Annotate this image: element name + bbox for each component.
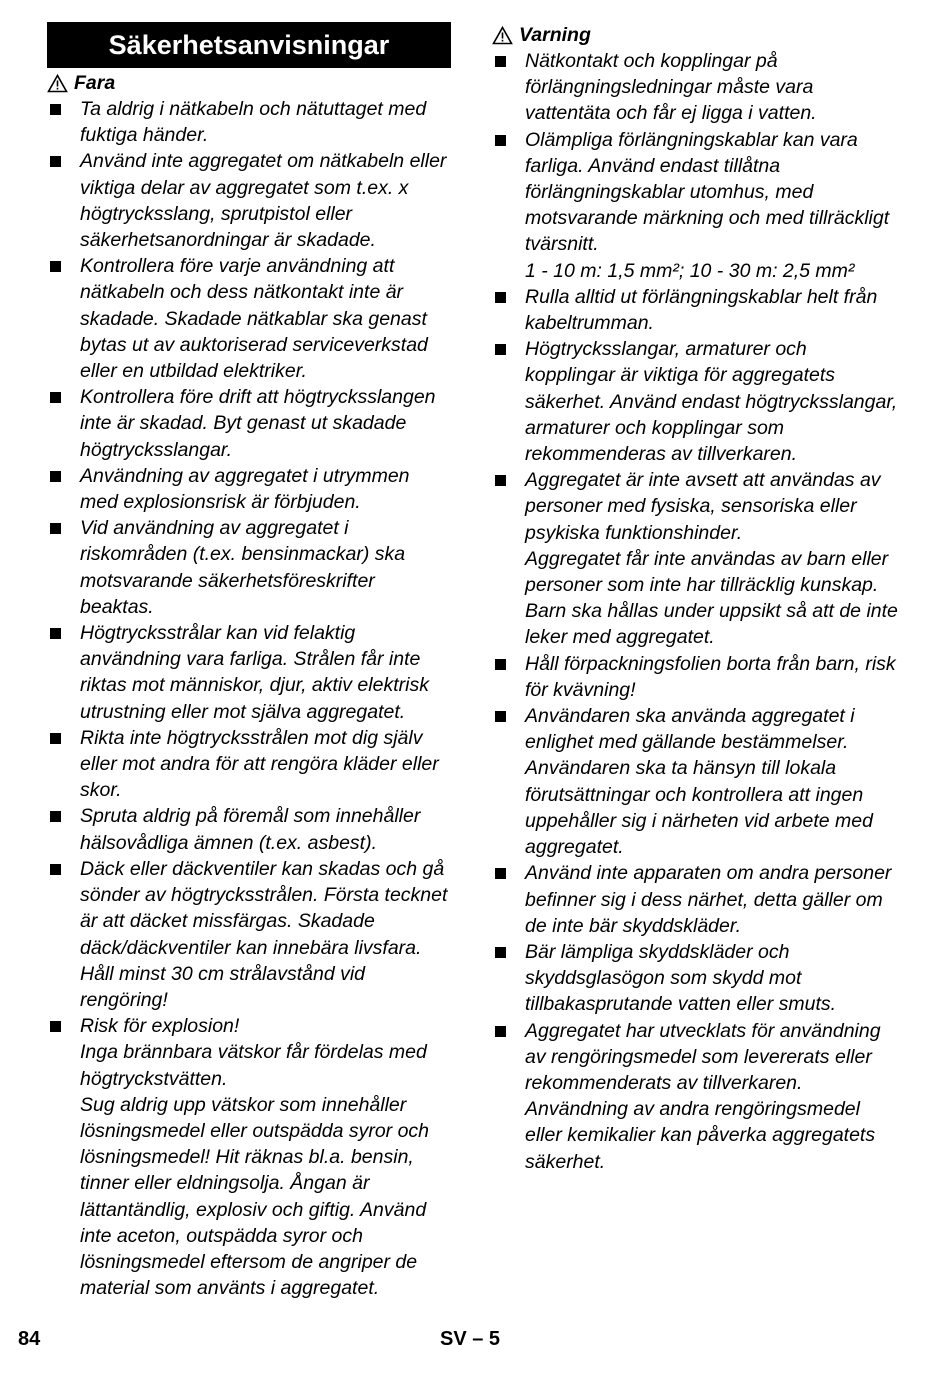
warning-triangle-icon	[47, 74, 68, 93]
danger-list	[47, 96, 451, 1301]
bullet-square-icon	[47, 463, 80, 515]
paragraph: Kontrollera före drift att högtrycksslangen inte är skadad. Byt genast ut skadade högtrycksslangar.	[80, 386, 436, 461]
list-item	[47, 725, 451, 804]
list-item-text	[525, 939, 900, 1018]
bullet-square-icon	[47, 515, 80, 620]
left-column	[47, 22, 451, 1301]
bullet-square-icon	[47, 620, 80, 725]
paragraph: Bär lämpliga skyddskläder och skyddsglasögon som skydd mot tillbakasprutande vatten eller smuts.	[525, 940, 837, 1016]
list-item	[47, 620, 451, 725]
list-item-text	[80, 96, 451, 148]
list-item	[492, 651, 900, 703]
paragraph: Inga brännbara vätskor får fördelas med högtryckstvätten.	[80, 1041, 427, 1090]
list-item-text	[80, 725, 451, 804]
bullet-square-icon	[492, 467, 525, 650]
bullet-square-icon	[492, 284, 525, 336]
list-item	[492, 939, 900, 1018]
paragraph: Högtrycksstrålar kan vid felaktig användning vara farliga. Strålen får inte riktas mot människor, djur, aktiv elektrisk utrustning eller mot själva aggregatet.	[80, 622, 429, 723]
bullet-square-icon	[492, 939, 525, 1018]
list-item-text	[525, 467, 900, 650]
warning-list	[492, 48, 900, 1175]
paragraph: Aggregatet är inte avsett att användas av personer med fysiska, sensoriska eller psykiska funktionshinder.	[525, 469, 881, 544]
bullet-square-icon	[492, 651, 525, 703]
paragraph: Sug aldrig upp vätskor som innehåller lösningsmedel eller outspädda syror och lösningsmedel! Hit räknas bl.a. bensin, tinner eller eldningsolja. Ångan är lättantändlig, explosiv och giftig. Använd inte aceton, outspädda syror och lösningsmedel eftersom de angriper de material som använts i aggregatet.	[80, 1093, 430, 1300]
danger-heading-label: Fara	[74, 72, 116, 94]
bullet-square-icon	[47, 856, 80, 1013]
warning-heading-label: Varning	[519, 24, 591, 46]
bullet-square-icon	[47, 1013, 80, 1301]
bullet-square-icon	[492, 703, 525, 860]
list-item-text	[525, 1018, 900, 1175]
list-item-text	[525, 284, 900, 336]
paragraph: 1 - 10 m: 1,5 mm²; 10 - 30 m: 2,5 mm²	[525, 259, 855, 282]
bullet-square-icon	[47, 725, 80, 804]
list-item	[492, 860, 900, 939]
section-title: Säkerhetsanvisningar	[47, 22, 451, 68]
list-item	[47, 463, 451, 515]
list-item	[47, 96, 451, 148]
list-item-text	[80, 515, 451, 620]
list-item	[47, 253, 451, 384]
list-item-text	[80, 1013, 451, 1301]
bullet-square-icon	[47, 253, 80, 384]
list-item	[492, 48, 900, 127]
list-item-text	[525, 651, 900, 703]
bullet-square-icon	[47, 148, 80, 253]
list-item	[47, 803, 451, 855]
bullet-square-icon	[492, 336, 525, 467]
warning-heading	[492, 22, 900, 48]
danger-heading	[47, 70, 451, 96]
list-item-text	[80, 253, 451, 384]
bullet-square-icon	[47, 384, 80, 463]
list-item-text	[80, 856, 451, 1013]
bullet-square-icon	[492, 1018, 525, 1175]
list-item	[492, 284, 900, 336]
list-item-text	[80, 463, 451, 515]
list-item-text	[80, 803, 451, 855]
list-item-text	[80, 620, 451, 725]
list-item	[47, 148, 451, 253]
list-item	[492, 1018, 900, 1175]
paragraph: Aggregatet har utvecklats för användning av rengöringsmedel som levererats eller rekommenderats av tillverkaren. Användning av andra rengöringsmedel eller kemikalier kan påverka aggregatets säkerhet.	[525, 1019, 881, 1173]
page-number: 84	[18, 1328, 41, 1350]
list-item	[492, 336, 900, 467]
bullet-square-icon	[47, 96, 80, 148]
bullet-square-icon	[492, 127, 525, 284]
paragraph: Nätkontakt och kopplingar på förlängningsledningar måste vara vattentäta och får ej ligga i vatten.	[525, 50, 817, 125]
list-item	[492, 127, 900, 284]
paragraph: Däck eller däckventiler kan skadas och gå sönder av högtrycksstrålen. Första tecknet är att däcket missfärgas. Skadade däck/däckventiler kan innebära livsfara. Håll minst 30 cm strålavstånd vid rengöring!	[80, 857, 448, 1011]
right-column	[492, 22, 900, 1175]
paragraph: Högtrycksslangar, armaturer och kopplingar är viktiga för aggregatets säkerhet. Använd endast högtrycksslangar, armaturer och kopplingar som rekommenderas av tillverkaren.	[525, 338, 898, 466]
list-item	[47, 384, 451, 463]
paragraph: Håll förpackningsfolien borta från barn, risk för kvävning!	[525, 652, 896, 701]
list-item-text	[80, 384, 451, 463]
bullet-square-icon	[492, 860, 525, 939]
list-item-text	[525, 336, 900, 467]
section-code: SV – 5	[440, 1328, 501, 1350]
list-item-text	[525, 703, 900, 860]
paragraph: Användaren ska använda aggregatet i enlighet med gällande bestämmelser. Användaren ska ta hänsyn till lokala förutsättningar och kontrollera att ingen uppehåller sig i närheten vid arbete med aggregatet.	[525, 705, 873, 859]
paragraph: Använd inte apparaten om andra personer befinner sig i dess närhet, detta gäller om de inte bär skyddskläder.	[525, 862, 892, 937]
paragraph: Aggregatet får inte användas av barn eller personer som inte har tillräcklig kunskap.	[525, 547, 889, 597]
paragraph: Ta aldrig i nätkabeln och nätuttaget med fuktiga händer.	[80, 98, 427, 147]
paragraph: Olämpliga förlängningskablar kan vara farliga. Använd endast tillåtna förlängningskablar utomhus, med motsvarande märkning och med tillräckligt tvärsnitt.	[525, 128, 890, 256]
paragraph: Risk för explosion!	[80, 1015, 240, 1038]
list-item	[492, 467, 900, 650]
paragraph: Barn ska hållas under uppsikt så att de inte leker med aggregatet.	[525, 600, 898, 649]
paragraph: Användning av aggregatet i utrymmen med explosionsrisk är förbjuden.	[80, 464, 410, 514]
list-item-text	[525, 127, 900, 284]
bullet-square-icon	[47, 803, 80, 855]
list-item-text	[80, 148, 451, 253]
bullet-square-icon	[492, 48, 525, 127]
warning-triangle-icon	[492, 26, 513, 45]
paragraph: Rikta inte högtrycksstrålen mot dig själv eller mot andra för att rengöra kläder eller skor.	[80, 726, 439, 802]
paragraph: Rulla alltid ut förlängningskablar helt från kabeltrumman.	[525, 285, 878, 335]
paragraph: Kontrollera före varje användning att nätkabeln och dess nätkontakt inte är skadade. Skadade nätkablar ska genast bytas ut av auktoriserad serviceverkstad eller en utbildad elektriker.	[80, 255, 428, 383]
paragraph: Vid användning av aggregatet i riskområden (t.ex. bensinmackar) ska motsvarande säkerhetsföreskrifter beaktas.	[80, 517, 406, 618]
list-item	[47, 856, 451, 1013]
list-item-text	[525, 48, 900, 127]
list-item	[492, 703, 900, 860]
list-item-text	[525, 860, 900, 939]
paragraph: Spruta aldrig på föremål som innehåller hälsovådliga ämnen (t.ex. asbest).	[80, 805, 421, 854]
paragraph: Använd inte aggregatet om nätkabeln eller viktiga delar av aggregatet som t.ex. x högtrycksslang, sprutpistol eller säkerhetsanordningar är skadade.	[80, 150, 447, 252]
list-item	[47, 1013, 451, 1301]
list-item	[47, 515, 451, 620]
